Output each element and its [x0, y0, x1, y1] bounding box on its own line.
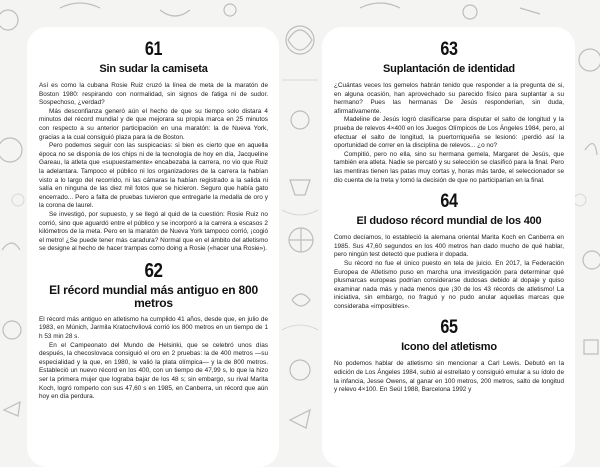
section-61-paragraph: Se investigó, por supuesto, y se llegó al quid de la cuestión: Rosie Ruiz no corrió, sino que aguardó entre el público y se incorporó a la carrera a escasos 2 kilómetros de la meta. Pero en la maratón de Nueva York tampoco corrió, ¡cogió el metro! ¿Se puede tener más caradura? Normal que en el ámbito del atletismo se designe al hecho de hacer trampas como doing a Rosie («hacer una Rosie»). [39, 210, 268, 253]
section-63-paragraph: ¿Cuántas veces los gemelos habrán tenido que responder a la pregunta de si, en alguna ocasión, han aprovechado su parecido físico para suplantar a su hermano? Pues las hermanas De Jesús responderían, sin duda, afirmativamente. [334, 82, 564, 115]
section-65-title: Icono del atletismo [401, 341, 497, 354]
section-61-paragraph: Así es como la cubana Rosie Ruiz cruzó la línea de meta de la maratón de Boston 1980: respirando con normalidad, sin signos de fatiga ni de sudor. Sospechoso, ¿verdad? [39, 82, 268, 107]
section-64-number: 64 [440, 191, 458, 213]
section-64-paragraph: Su récord no fue el único puesto en tela de juicio. En 2017, la Federación Europea de Atletismo puso en marcha una investigación para determinar qué plusmarcas europeas podrían considerarse dudosas debido al dopaje y quiso examinar nada más y nada menos que ¡30 de los 43 récords de atletismo! La iniciativa, sin embargo, no fraguó y no pudo anular aquellas marcas que considerabа «imposibles». [334, 259, 564, 310]
section-61-number: 61 [144, 39, 163, 60]
section-62-paragraph: El récord más antiguo en atletismo ha cumplido 41 años, desde que, en julio de 1983, en Múnich, Jarmila Kratochvílová corrió los 800 metros en un tiempo de 1 h 53 min 28 s. [39, 315, 268, 341]
right-page [322, 27, 575, 467]
section-65-paragraph: No podemos hablar de atletismo sin mencionar a Carl Lewis. Debutó en la edición de Los Ángeles 1984, subió al estrellato y consiguió emular a su ídolo de la infancia, Jesse Owens, al ganar en 100 metros, 200 metros, salto de longitud y relevo 4×100. En Seúl 1988, Barcelona 1992 y [334, 360, 564, 394]
section-63-number: 63 [440, 39, 458, 60]
section-62-paragraph: En el Campeonato del Mundo de Helsinki, que se celebró unos días después, la checoslovaca consiguió el oro en 2 pruebas: la de 400 metros —su especialidad y la que, en 1980, le valió la plata olímpica— y la de 800 metros. Estableció un nuevo récord en los 400, con un tiempo de 47,99 s, lo que la hizo ser la primera mujer que lograba bajar de los 48 s; sin embargo, su rival Marita Koch, logró romperlo con sus 47,60 s en 1985, en Canberra, un récord que aún hoy en día perdura. [39, 341, 268, 401]
section-61-paragraph: Pero podemos seguir con las suspicacias: si bien es cierto que en aquella época no se disponía de los chips ni de la tecnología de hoy en día, Jacqueline Gareau, la atleta que «supuestamente» encabezaba la carrera, no vio que Ruiz la adelantara. Tampoco el público ni los organizadores de la carrera la habían visto a lo largo del recorrido, ni las cámaras la habían registrado a la salida ni salía en ninguna de las diez mil fotos que se hicieron. Seguro que había gato encerrado... Pero a falta de pruebas tuvieron que entregarle la medalla de oro y la corona de laurel. [39, 142, 268, 210]
section-62-number: 62 [144, 259, 163, 282]
section-63-title: Suplantación de identidad [383, 63, 515, 75]
section-62-title: El récord mundial más antiguo en 800 metros [49, 282, 258, 310]
section-63-paragraph: Madeline de Jesús logró clasificarse para disputar el salto de longitud y la prueba de relevos 4×400 en los Juegos Olímpicos de Los Ángeles 1984, pero, al efectuar el salto de longitud, la puertorriqueña se lesionó: ¡perdió así la oportunidad de correr en la disciplina de relevos... ¿o no? [334, 116, 564, 150]
section-63-paragraph: Compitió, pero no ella, sino su hermana gemela, Margaret de Jesús, que también era atleta. Nadie se percató y su selección se clasificó para la final. Pero las mentiras tienen las patas muy cortas y, horas más tarde, el seleccionador se dio cuenta de la treta y tomó la decisión de que no participarían en la final. [334, 150, 564, 184]
section-64-title: El dudoso récord mundial de los 400 [356, 215, 542, 228]
left-page [27, 27, 279, 467]
section-64-paragraph: Como decíamos, lo estableció la alemana oriental Marita Koch en Canberra en 1985. Sus 47,60 segundos en los 400 metros han dado mucho de qué hablar, pero ningún test detectó que pudiera ir dopada. [334, 234, 564, 259]
section-65-number: 65 [440, 317, 458, 339]
section-61-paragraph: Más desconfianza generó aún el hecho de que su tiempo solo distara 4 minutos del récord mundial y de que mejorara su propia marca en 25 minutos con respecto a su anterior participación en una maratón: la de Nueva York, gracias a la cual consiguió plaza para la de Boston. [39, 107, 268, 141]
section-61-title: Sin sudar la camiseta [99, 63, 208, 75]
